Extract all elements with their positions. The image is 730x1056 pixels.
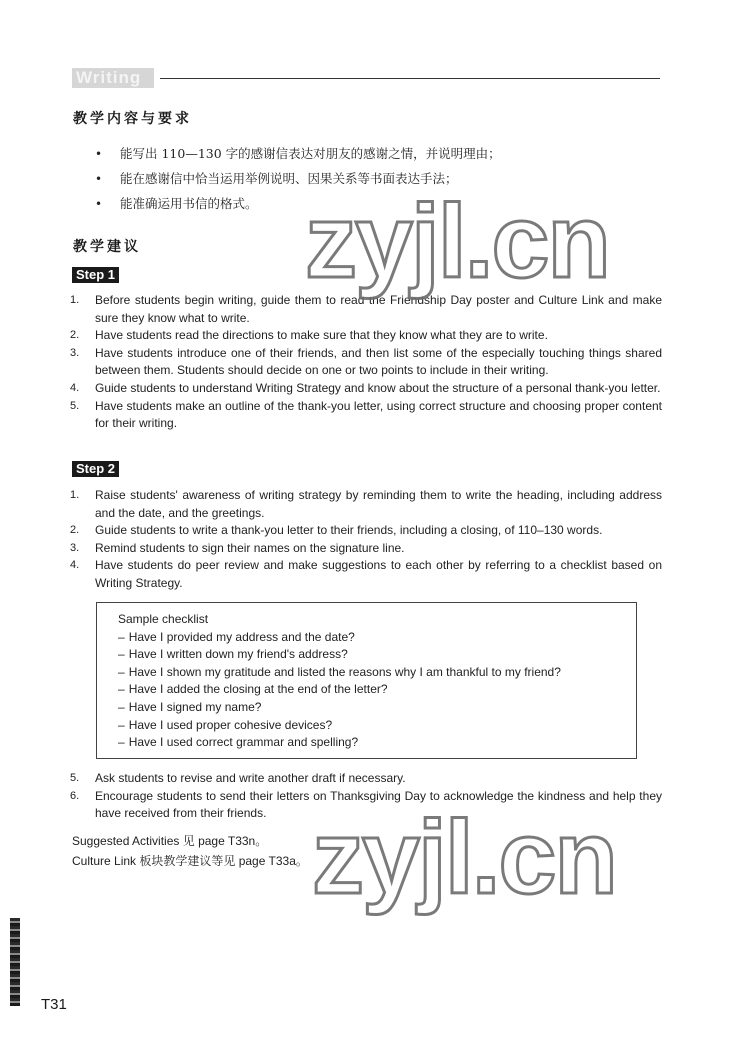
header-divider: [160, 78, 660, 79]
step-2-badge: Step 2: [72, 461, 119, 477]
item-text: Guide students to write a thank-you letter to their friends, including a closing, of 110–130 words.: [95, 523, 603, 538]
item-text: Raise students' awareness of writing strategy by reminding them to write the heading, including address and the date, and the greetings.: [95, 488, 662, 520]
checklist-item: – Have I signed my name?: [118, 699, 262, 714]
checklist-item: – Have I provided my address and the date?: [118, 629, 355, 644]
checklist-item-text: Have I used correct grammar and spelling?: [128, 735, 359, 750]
checklist-item: – Have I written down my friend's address?: [118, 647, 348, 662]
checklist-item-text: Have I signed my name?: [128, 699, 262, 714]
checklist-item-text: Have I provided my address and the date?: [128, 629, 355, 644]
step-2-list: [70, 487, 662, 593]
step-2-item: [70, 540, 662, 558]
checklist-item: – Have I used correct grammar and spelling?: [118, 735, 359, 750]
step-1-list: [70, 292, 662, 433]
step-1-item: [70, 398, 662, 433]
requirement-item: • 能准确运用书信的格式。: [90, 193, 650, 218]
item-text: Encourage students to send their letters on Thanksgiving Day to acknowledge the kindness and help they have received from their friends.: [95, 788, 662, 821]
item-number: 5.: [70, 772, 80, 784]
item-number: 2.: [70, 524, 80, 537]
requirement-item: • 能写出 110—130 字的感谢信表达对朋友的感谢之情，并说明理由；: [90, 143, 650, 168]
checklist-item-text: Have I written down my friend's address?: [128, 647, 348, 662]
step-1-item: [70, 345, 662, 380]
checklist-item-text: Have I shown my gratitude and listed the reasons why I am thankful to my friend?: [128, 664, 561, 679]
item-text: Have students introduce one of their friends, and then list some of the especially touching things shared between them. Students should decide on one or two points to include in their writing.: [95, 345, 662, 378]
item-number: 4.: [70, 381, 80, 394]
page-number: T31: [41, 996, 67, 1013]
item-text: Ask students to revise and write another draft if necessary.: [95, 771, 406, 785]
heading-teaching-content: 教学内容与要求: [73, 111, 192, 127]
step-1-item: [70, 380, 662, 398]
culture-link-reference: Culture Link 板块教学建议等见 page T33a。: [72, 854, 308, 868]
suggested-activities-reference: Suggested Activities 见 page T33n。: [72, 834, 268, 848]
item-text: Have students do peer review and make suggestions to each other by referring to a checklist based on Writing Strategy.: [95, 558, 662, 590]
item-text: Guide students to understand Writing Strategy and know about the structure of a personal thank-you letter.: [95, 380, 661, 395]
item-number: 2.: [70, 329, 80, 342]
step-2-item: [70, 487, 662, 522]
watermark-top: zyjl.cn: [305, 184, 609, 300]
page-edge-strip: [10, 918, 20, 1006]
item-number: 3.: [70, 541, 80, 554]
heading-teaching-suggestions: 教学建议: [73, 239, 141, 255]
item-text: Before students begin writing, guide them to read the Friendship Day poster and Culture Link and make sure they know what to write.: [95, 293, 662, 325]
item-text: Have students make an outline of the thank-you letter, using correct structure and choosing proper content for their writing.: [95, 398, 662, 431]
step-2-item: [70, 522, 662, 540]
checklist-title: Sample checklist: [118, 612, 209, 626]
checklist-item-text: Have I added the closing at the end of the letter?: [128, 682, 388, 697]
checklist-item: – Have I shown my gratitude and listed the reasons why I am thankful to my friend?: [118, 664, 561, 679]
step-2-item: [70, 557, 662, 592]
checklist-item-text: Have I used proper cohesive devices?: [128, 717, 333, 732]
watermark-bottom: zyjl.cn: [312, 800, 616, 916]
checklist-items: [118, 629, 636, 752]
item-number: 5.: [70, 399, 80, 412]
section-title-banner: Writing: [72, 68, 154, 88]
item-number: 1.: [70, 294, 80, 306]
item-text: Remind students to sign their names on the signature line.: [95, 540, 405, 555]
step-1-item: [70, 327, 662, 345]
step-1-badge: Step 1: [72, 267, 119, 283]
item-text: Have students read the directions to make sure that they know what they are to write.: [95, 328, 548, 343]
item-number: 6.: [70, 789, 80, 802]
sample-checklist-box: [96, 602, 637, 759]
item-number: 1.: [70, 489, 80, 501]
item-number: 4.: [70, 559, 80, 572]
checklist-item: – Have I used proper cohesive devices?: [118, 717, 333, 732]
item-number: 3.: [70, 346, 80, 359]
checklist-item: – Have I added the closing at the end of the letter?: [118, 682, 388, 697]
step-2-item: [70, 770, 662, 788]
requirement-item: • 能在感谢信中恰当运用举例说明、因果关系等书面表达手法；: [90, 168, 650, 193]
